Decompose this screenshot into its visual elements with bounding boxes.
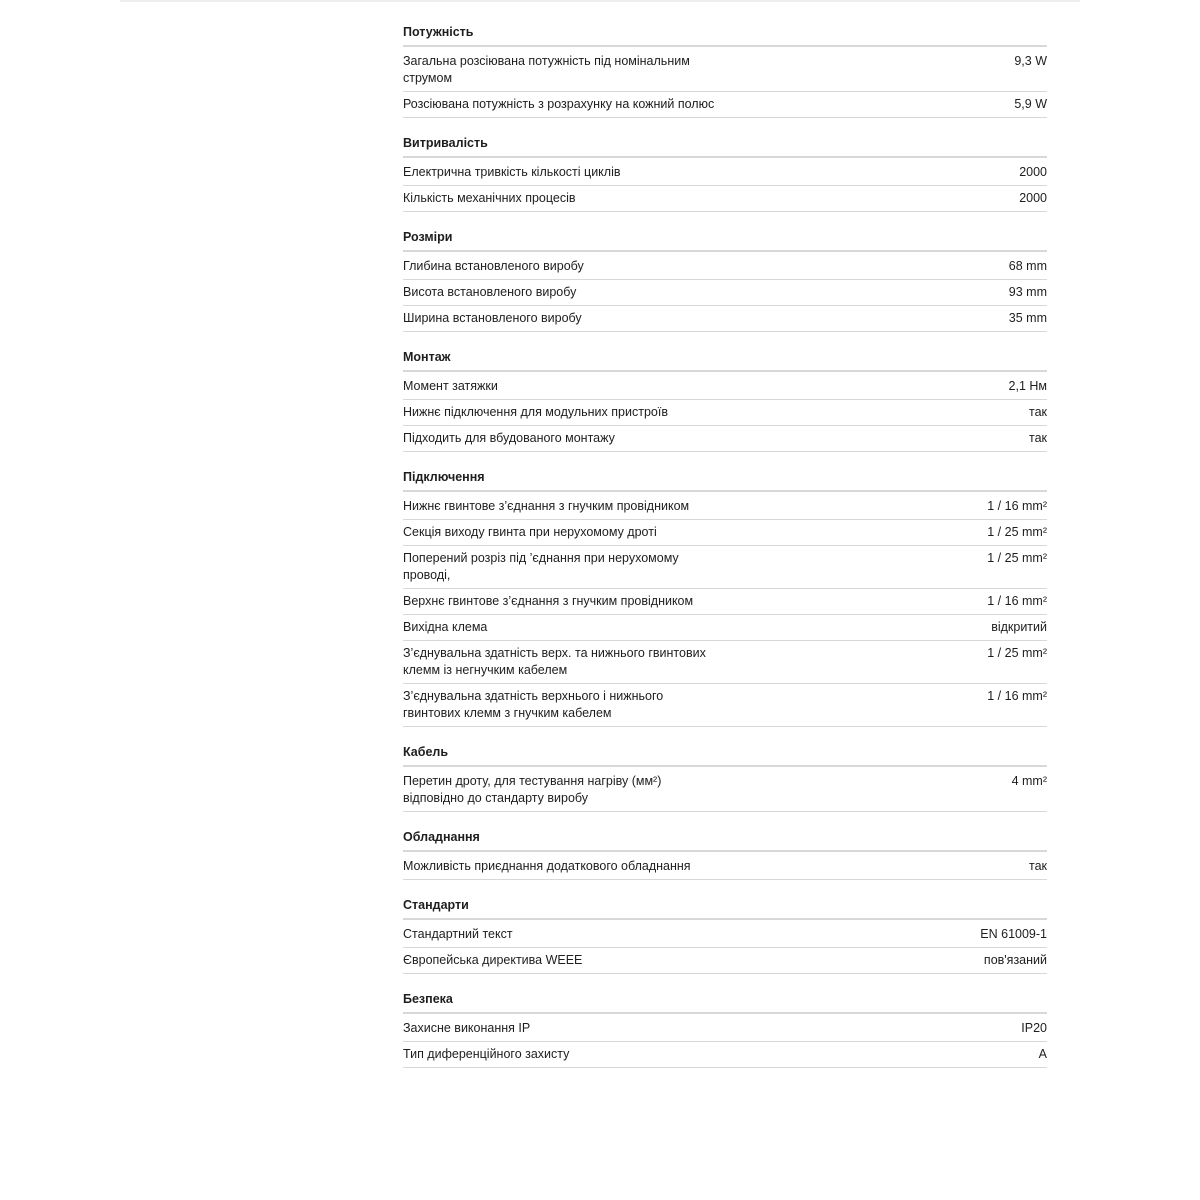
- section-rows: [403, 922, 1047, 974]
- spec-value: 1 / 16 mm²: [987, 594, 1047, 608]
- spec-value: так: [1028, 859, 1047, 873]
- spec-label: Тип диференційного захисту: [403, 1047, 570, 1061]
- section-rows: [403, 49, 1047, 118]
- spec-value: 2000: [1019, 165, 1047, 179]
- section-rows: [403, 769, 1047, 812]
- spec-label: Європейська директива WEEE: [403, 953, 583, 967]
- spec-section: [403, 229, 1047, 332]
- spec-label: Ширина встановленого виробу: [403, 311, 582, 325]
- spec-label: Верхнє гвинтове з’єднання з гнучким провідником: [403, 594, 694, 608]
- spec-label: Вихідна клема: [403, 620, 488, 634]
- spec-section: [403, 135, 1047, 212]
- spec-value: 2000: [1019, 191, 1047, 205]
- spec-row: [403, 254, 1047, 280]
- section-title: Потужність: [403, 24, 1047, 47]
- spec-row: [403, 520, 1047, 546]
- spec-value: 5,9 W: [1014, 97, 1047, 111]
- spec-label: Глибина встановленого виробу: [403, 259, 584, 273]
- spec-row: [403, 589, 1047, 615]
- spec-label: З’єднувальна здатність верх. та нижнього гвинтових клемм із негнучким кабелем: [403, 646, 706, 677]
- spec-row: [403, 426, 1047, 452]
- spec-row: [403, 400, 1047, 426]
- spec-label: Секція виходу гвинта при нерухомому дроті: [403, 525, 657, 539]
- section-rows: [403, 160, 1047, 212]
- section-title: Кабель: [403, 744, 1047, 767]
- spec-label: Розсіювана потужність з розрахунку на кожний полюс: [403, 97, 715, 111]
- spec-value: 2,1 Нм: [1008, 379, 1047, 393]
- spec-value: 4 mm²: [1011, 774, 1047, 788]
- spec-label: Загальна розсіювана потужність під номінальним струмом: [403, 54, 690, 85]
- section-title: Монтаж: [403, 349, 1047, 372]
- spec-value: 93 mm: [1008, 285, 1047, 299]
- spec-row: [403, 494, 1047, 520]
- spec-value: 1 / 25 mm²: [987, 551, 1047, 565]
- spec-row: [403, 922, 1047, 948]
- spec-row: [403, 49, 1047, 92]
- spec-value: 1 / 25 mm²: [987, 525, 1047, 539]
- spec-label: Момент затяжки: [403, 379, 498, 393]
- spec-sheet: [403, 24, 1047, 1085]
- section-rows: [403, 374, 1047, 452]
- spec-label: Нижнє підключення для модульних пристроїв: [403, 405, 668, 419]
- section-title: Підключення: [403, 469, 1047, 492]
- spec-value: 1 / 16 mm²: [987, 689, 1047, 703]
- spec-value: 68 mm: [1008, 259, 1047, 273]
- spec-row: [403, 615, 1047, 641]
- spec-value: відкритий: [991, 620, 1047, 634]
- section-rows: [403, 494, 1047, 727]
- spec-row: [403, 1016, 1047, 1042]
- spec-row: [403, 769, 1047, 812]
- spec-value: EN 61009-1: [980, 927, 1047, 941]
- section-rows: [403, 854, 1047, 880]
- spec-section: [403, 469, 1047, 727]
- spec-section: [403, 24, 1047, 118]
- spec-label: Стандартний текст: [403, 927, 513, 941]
- spec-label: Кількість механічних процесів: [403, 191, 576, 205]
- spec-row: [403, 186, 1047, 212]
- spec-row: [403, 684, 1047, 727]
- spec-row: [403, 92, 1047, 118]
- spec-row: [403, 160, 1047, 186]
- spec-label: Висота встановленого виробу: [403, 285, 577, 299]
- spec-value: A: [1038, 1047, 1047, 1061]
- spec-value: 9,3 W: [1014, 54, 1047, 68]
- spec-row: [403, 280, 1047, 306]
- spec-row: [403, 948, 1047, 974]
- spec-label: З’єднувальна здатність верхнього і нижнього гвинтових клемм з гнучким кабелем: [403, 689, 664, 720]
- spec-label: Підходить для вбудованого монтажу: [403, 431, 615, 445]
- section-rows: [403, 1016, 1047, 1068]
- spec-row: [403, 546, 1047, 589]
- section-title: Розміри: [403, 229, 1047, 252]
- section-title: Витривалість: [403, 135, 1047, 158]
- section-title: Обладнання: [403, 829, 1047, 852]
- spec-label: Електрична тривкість кількості циклів: [403, 165, 621, 179]
- top-divider: [120, 0, 1080, 2]
- spec-section: [403, 991, 1047, 1068]
- spec-row: [403, 306, 1047, 332]
- section-rows: [403, 254, 1047, 332]
- spec-label: Захисне виконання IP: [403, 1021, 531, 1035]
- spec-section: [403, 744, 1047, 812]
- spec-label: Можливість приєднання додаткового обладнання: [403, 859, 691, 873]
- spec-value: пов'язаний: [983, 953, 1047, 967]
- spec-label: Нижнє гвинтове з’єднання з гнучким провідником: [403, 499, 690, 513]
- spec-value: IP20: [1021, 1021, 1047, 1035]
- spec-section: [403, 829, 1047, 880]
- spec-value: так: [1028, 405, 1047, 419]
- spec-section: [403, 897, 1047, 974]
- section-title: Безпека: [403, 991, 1047, 1014]
- spec-label: Поперений розріз під ’єднання при нерухомому проводі,: [403, 551, 679, 582]
- spec-row: [403, 854, 1047, 880]
- spec-row: [403, 374, 1047, 400]
- spec-section: [403, 349, 1047, 452]
- spec-value: 1 / 16 mm²: [987, 499, 1047, 513]
- spec-row: [403, 1042, 1047, 1068]
- spec-label: Перетин дроту, для тестування нагріву (мм²) відповідно до стандарту виробу: [403, 774, 662, 805]
- spec-value: 1 / 25 mm²: [987, 646, 1047, 660]
- section-title: Стандарти: [403, 897, 1047, 920]
- spec-row: [403, 641, 1047, 684]
- spec-value: так: [1028, 431, 1047, 445]
- spec-value: 35 mm: [1008, 311, 1047, 325]
